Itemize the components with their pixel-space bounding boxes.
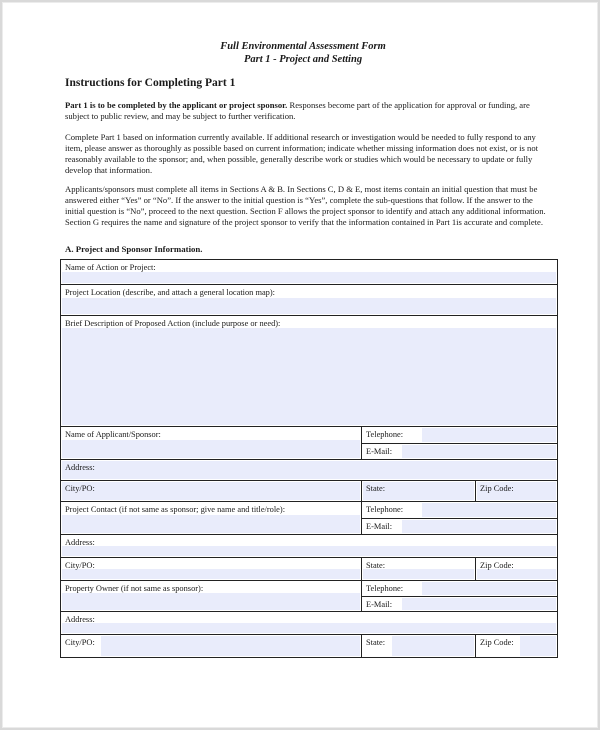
contact-address-label: Address: bbox=[65, 538, 95, 547]
applicant-zip-label: Zip Code: bbox=[480, 484, 514, 493]
section-a-heading: A. Project and Sponsor Information. bbox=[65, 244, 203, 254]
instructions-paragraph-1 bbox=[65, 100, 555, 122]
instructions-paragraph-2: Complete Part 1 based on information currently available. If additional research or investigation would be needed to fully respond to any item, please answer as thoroughly as possible based on current information; indicate whether missing information does not exist, or is not reasonably available to the sponsor; and, when possible, generally describe work or studies which would be necessary to update or fully develop that information. bbox=[65, 132, 539, 175]
owner-telephone-label: Telephone: bbox=[366, 584, 404, 593]
contact-name-field[interactable] bbox=[61, 502, 361, 534]
applicant-city-label: City/PO: bbox=[65, 484, 95, 493]
contact-name-label: Project Contact (if not same as sponsor; give name and title/role): bbox=[65, 505, 286, 514]
project-sponsor-form bbox=[60, 259, 558, 658]
contact-email-field[interactable] bbox=[362, 518, 557, 534]
owner-telephone-field[interactable] bbox=[362, 581, 557, 596]
applicant-zip-field[interactable] bbox=[475, 481, 557, 501]
name-of-action-label: Name of Action or Project: bbox=[65, 263, 156, 272]
contact-state-label: State: bbox=[366, 561, 386, 570]
applicant-telephone-label: Telephone: bbox=[366, 430, 404, 439]
instructions-heading: Instructions for Completing Part 1 bbox=[65, 77, 236, 89]
form-title-line2: Part 1 - Project and Setting bbox=[243, 54, 363, 65]
form-title-line1: Full Environmental Assessment Form bbox=[220, 41, 386, 52]
owner-name-field[interactable] bbox=[61, 581, 361, 611]
instructions-paragraph-1-bold: Part 1 is to be completed by the applicant or project sponsor. bbox=[65, 100, 288, 110]
applicant-state-field[interactable] bbox=[361, 481, 475, 501]
project-location-label: Project Location (describe, and attach a general location map): bbox=[65, 288, 275, 297]
contact-email-label: E-Mail: bbox=[366, 522, 393, 531]
project-location-field[interactable] bbox=[61, 285, 557, 315]
contact-telephone-label: Telephone: bbox=[366, 505, 404, 514]
instructions-paragraph-3: Applicants/sponsors must complete all items in Sections A & B. In Sections C, D & E, most items contain an initial question that must be answered either “Yes” or “No”. If the answer to the initial question is “Yes”, complete the sub-questions that follow. If the answer to the initial question is “No”, proceed to the next question. Section F allows the project sponsor to identify and attach any additional information. Section G requires the name and signature of the project sponsor to verify that the information contained in Part 1is accurate and complete. bbox=[65, 184, 546, 227]
contact-state-field[interactable] bbox=[361, 558, 475, 580]
owner-zip-label: Zip Code: bbox=[480, 638, 514, 647]
brief-description-label: Brief Description of Proposed Action (include purpose or need): bbox=[65, 319, 281, 328]
contact-zip-label: Zip Code: bbox=[480, 561, 514, 570]
owner-address-field[interactable] bbox=[61, 612, 557, 634]
applicant-state-label: State: bbox=[366, 484, 386, 493]
owner-name-label: Property Owner (if not same as sponsor): bbox=[65, 584, 204, 593]
owner-state-field[interactable] bbox=[361, 635, 475, 657]
contact-city-label: City/PO: bbox=[65, 561, 95, 570]
form-title bbox=[3, 40, 600, 66]
owner-city-label: City/PO: bbox=[65, 638, 95, 647]
contact-city-field[interactable] bbox=[61, 558, 361, 580]
instructions-paragraph-1-text: Responses become part of the application for approval or funding, are subject to public review, and may be subject to further verification. bbox=[65, 100, 530, 121]
applicant-address-field[interactable] bbox=[61, 460, 557, 480]
owner-email-field[interactable] bbox=[362, 596, 557, 611]
owner-city-field[interactable] bbox=[61, 635, 361, 657]
applicant-email-label: E-Mail: bbox=[366, 447, 393, 456]
contact-telephone-field[interactable] bbox=[362, 502, 557, 518]
contact-zip-field[interactable] bbox=[475, 558, 557, 580]
applicant-name-label: Name of Applicant/Sponsor: bbox=[65, 430, 161, 439]
applicant-telephone-field[interactable] bbox=[362, 427, 557, 443]
applicant-city-field[interactable] bbox=[61, 481, 361, 501]
applicant-email-field[interactable] bbox=[362, 443, 557, 459]
applicant-address-label: Address: bbox=[65, 463, 95, 472]
owner-email-label: E-Mail: bbox=[366, 600, 393, 609]
owner-address-label: Address: bbox=[65, 615, 95, 624]
brief-description-field[interactable] bbox=[61, 316, 557, 426]
owner-zip-field[interactable] bbox=[475, 635, 557, 657]
document-page bbox=[2, 2, 598, 728]
applicant-name-field[interactable] bbox=[61, 427, 361, 459]
contact-address-field[interactable] bbox=[61, 535, 557, 557]
name-of-action-field[interactable] bbox=[61, 260, 557, 284]
owner-state-label: State: bbox=[366, 638, 386, 647]
